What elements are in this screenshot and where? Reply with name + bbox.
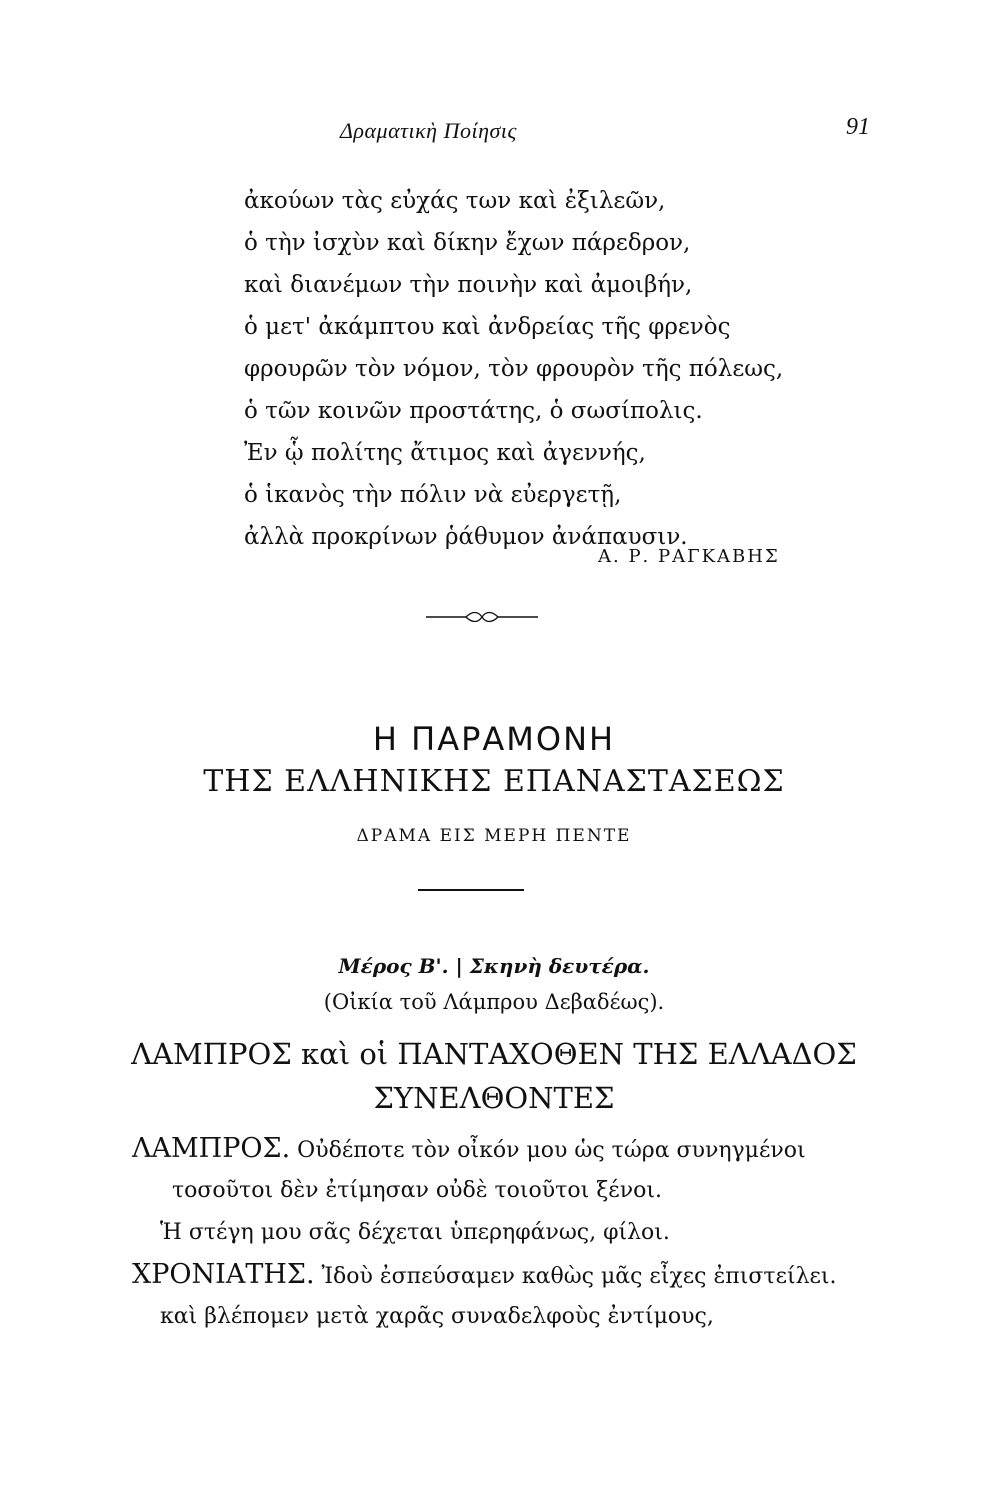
play-title-line2: ΤΗΣ ΕΛΛΗΝΙΚΗΣ ΕΠΑΝΑΣΤΑΣΕΩΣ [203, 764, 785, 799]
cast-line: ΣΥΝΕΛΘΟΝΤΕΣ [373, 1081, 615, 1115]
speech-text: Οὐδέποτε τὸν οἶκόν μου ὡς τώρα συνηγμένοι [290, 1138, 806, 1163]
running-header-title: Δραματικὴ Ποίησις [340, 118, 517, 143]
poem-author: Α. Ρ. ΡΑΓΚΑΒΗΣ [598, 546, 780, 567]
poem-line: ὁ μετ' ἀκάμπτου καὶ ἀνδρείας τῆς φρενὸς [244, 314, 731, 340]
speaker-name: ΛΑΜΠΡΟΣ. [132, 1133, 291, 1164]
horizontal-rule [418, 889, 524, 891]
cast-list [0, 1032, 988, 1120]
poem-line: ὁ τῶν κοινῶν προστάτης, ὁ σωσίπολις. [244, 398, 703, 424]
play-subtitle: ΔΡΑΜΑ ΕΙΣ ΜΕΡΗ ΠΕΝΤΕ [356, 826, 632, 846]
section-divider-ornament [426, 606, 538, 628]
poem-line: φρουρῶν τὸν νόμον, τὸν φρουρὸν τῆς πόλεως, [244, 356, 784, 382]
poem-line: ἀλλὰ προκρίνων ῥάθυμον ἀνάπαυσιν. [244, 524, 688, 550]
poem-line: ὁ τὴν ἰσχὺν καὶ δίκην ἔχων πάρεδρον, [244, 230, 691, 256]
speaker-name: ΧΡΟΝΙΑΤΗΣ. [132, 1259, 315, 1290]
cast-line: ΛΑΜΠΡΟΣ καὶ οἱ ΠΑΝΤΑΧΟΘΕΝ ΤΗΣ ΕΛΛΑΔΟΣ [131, 1037, 857, 1071]
dialogue-line: Ἡ στέγη μου σᾶς δέχεται ὑπερηφάνως, φίλοι. [160, 1220, 670, 1245]
dialogue-line [132, 1254, 932, 1296]
scene-location: (Οἰκία τοῦ Λάμπρου Δεβαδέως). [323, 990, 665, 1014]
page-number: 91 [846, 114, 870, 140]
poem-line: ὁ ἱκανὸς τὴν πόλιν νὰ εὐεργετῇ, [244, 482, 622, 508]
dialogue-line: τοσοῦτοι δὲν ἐτίμησαν οὐδὲ τοιοῦτοι ξένοι. [172, 1178, 662, 1203]
scene-heading: Μέρος Β'. | Σκηνὴ δευτέρα. [338, 954, 650, 978]
play-title: Η ΠΑΡΑΜΟΝΗ [372, 720, 616, 758]
dialogue-line [132, 1128, 932, 1170]
poem-line: ἀκούων τὰς εὐχάς των καὶ ἐξιλεῶν, [244, 188, 666, 214]
poem-excerpt [244, 180, 884, 558]
speech-text: Ἰδοὺ ἐσπεύσαμεν καθὼς μᾶς εἶχες ἐπιστείλει. [314, 1264, 837, 1289]
dialogue-line: καὶ βλέπομεν μετὰ χαρᾶς συναδελφοὺς ἐντίμους, [160, 1304, 714, 1329]
dialogue [132, 1128, 932, 1338]
poem-line: Ἐν ᾧ πολίτης ἄτιμος καὶ ἀγεννής, [244, 440, 646, 466]
poem-line: καὶ διανέμων τὴν ποινὴν καὶ ἀμοιβήν, [244, 272, 693, 298]
